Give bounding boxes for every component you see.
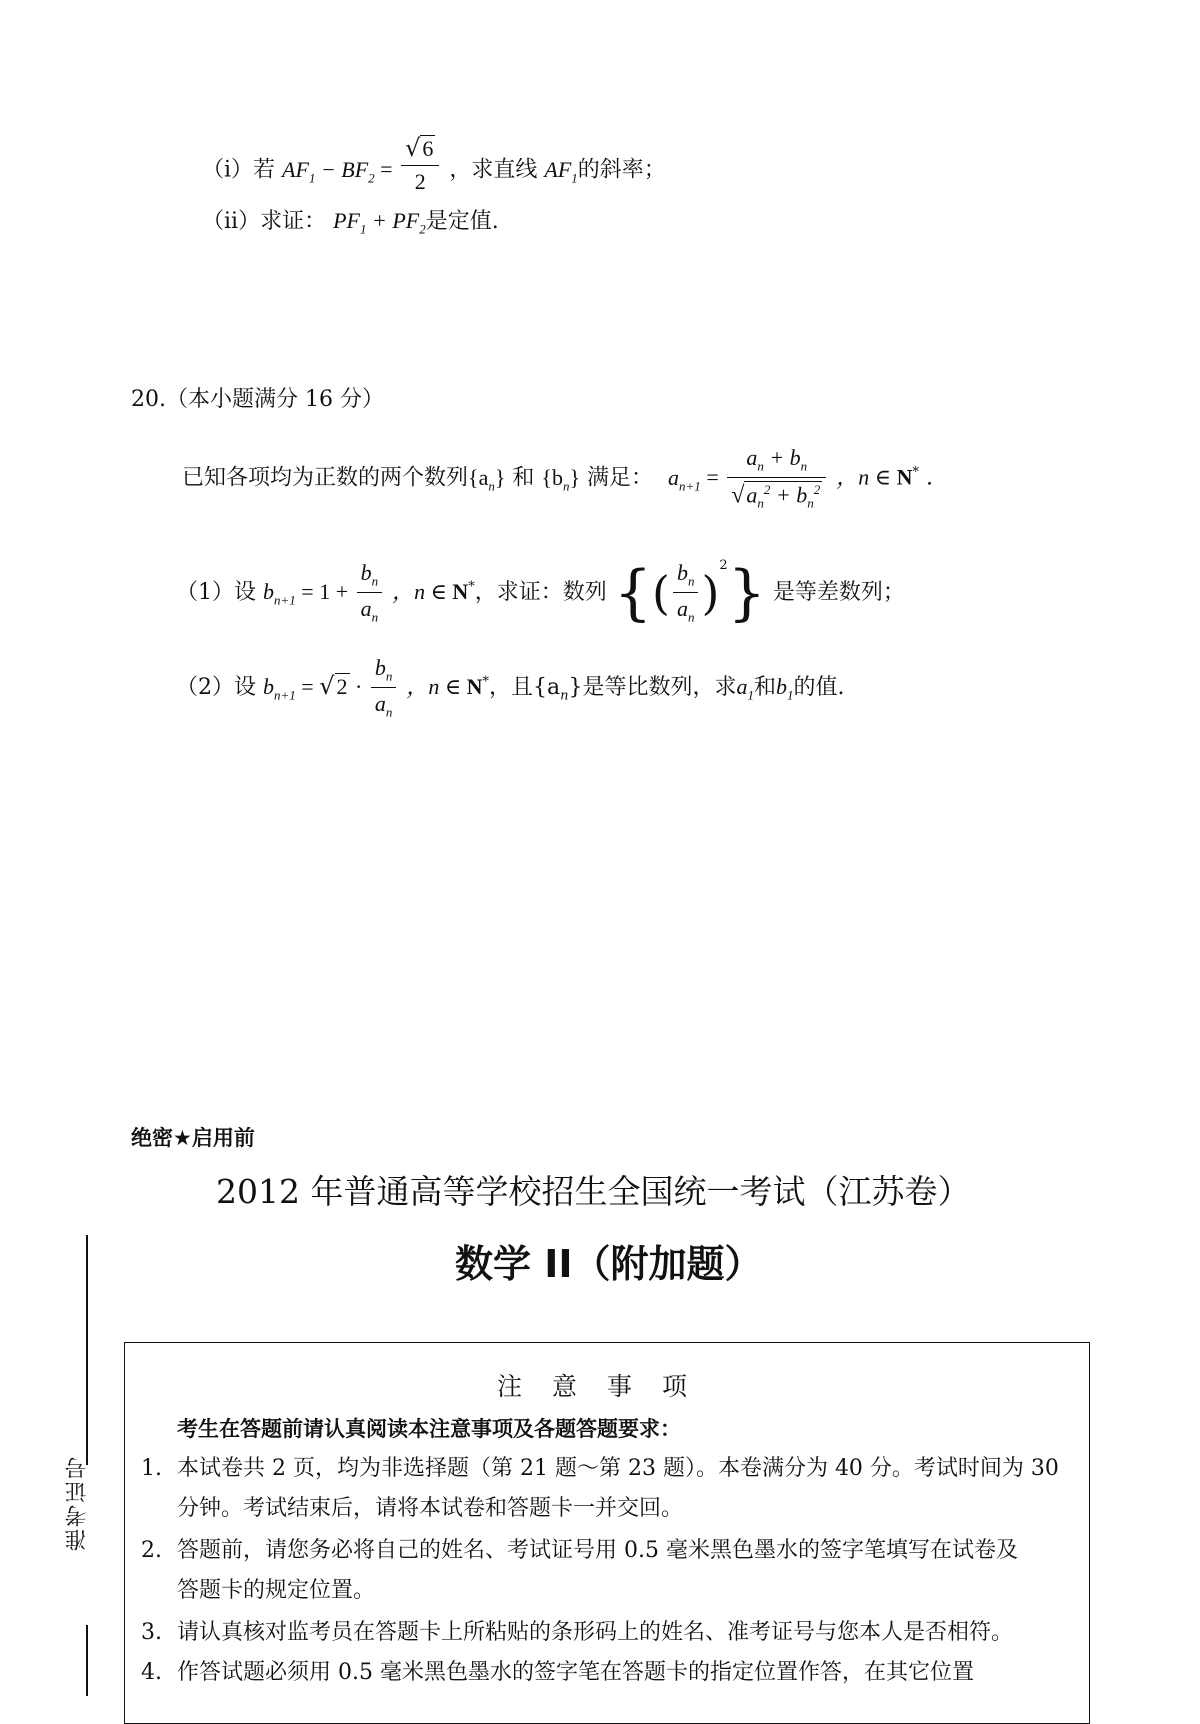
q19-part-i-label: （i）若: [202, 157, 276, 183]
seq-b: {b: [541, 464, 563, 490]
a: a: [374, 691, 386, 717]
notice-intro: 考生在答题前请认真阅读本注意事项及各题答题要求：: [177, 1417, 681, 1441]
brace-close: }: [568, 674, 583, 700]
q20-part-2: （2）设 $b_{n+1} = √2$ · $\frac{b_n}{a_n}$ ，n ∈ N*，且$\{a_n\}$是等比数列，求$a_1$和$b_1$的值.: [176, 655, 845, 720]
b: b: [374, 655, 386, 680]
equals: =: [374, 156, 399, 182]
sub: n: [807, 496, 814, 512]
sub: n+1: [274, 687, 296, 703]
b: b: [360, 560, 372, 585]
period: .: [918, 465, 933, 491]
fraction: [357, 560, 383, 626]
q20-stem-text: 已知各项均为正数的两个数列: [182, 465, 469, 491]
a: a: [360, 596, 372, 622]
sub: 1: [308, 169, 316, 185]
n-in: ，n ∈: [836, 464, 897, 490]
sqrt-2: 2: [336, 673, 348, 699]
notice-item: [141, 1653, 1071, 1693]
bf-term: − BF: [315, 156, 369, 182]
fraction-den: [357, 593, 383, 625]
a-n1: a: [668, 464, 680, 490]
plus-b: + b: [770, 482, 808, 508]
af1: AF: [544, 156, 572, 182]
sub: 1: [571, 169, 578, 185]
fraction-den: [371, 688, 397, 720]
pf2: + PF: [366, 208, 420, 233]
dot: ·: [349, 673, 368, 699]
prove: ，求证：数列: [474, 579, 607, 605]
exam-title: 2012 年普通高等学校招生全国统一考试（江苏卷）: [216, 1172, 971, 1211]
satisfy: 满足：: [580, 465, 654, 491]
sub: n: [385, 704, 393, 720]
q20-part1-label: （1）设: [176, 579, 256, 605]
fraction-num: [371, 655, 397, 688]
fraction-den: 2: [414, 169, 426, 194]
q20-part2-label: （2）设: [176, 674, 256, 700]
left-paren: (: [652, 565, 670, 620]
sub: n: [488, 477, 495, 493]
notice-box: [124, 1342, 1090, 1724]
q19-part-i: [202, 134, 666, 201]
q20-part2-end: 的值.: [793, 674, 845, 700]
naturals: N: [452, 578, 469, 604]
ratio-fraction: [673, 560, 699, 626]
a: a: [676, 596, 688, 622]
and-word: 和: [754, 674, 777, 700]
notice-title: 注意事项: [496, 1372, 717, 1401]
and-seq-a: ，且{a: [489, 674, 561, 700]
plus-b: + b: [763, 445, 801, 470]
item-text-cont: 分钟。考试结束后，请将本试卷和答题卡一并交回。: [177, 1496, 684, 1521]
a: a: [746, 482, 758, 508]
sup: 2: [763, 482, 771, 498]
fraction: [371, 655, 397, 721]
sub: 1: [359, 221, 367, 237]
fraction-den: [673, 593, 699, 625]
secret-label: 绝密★启用前: [131, 1126, 255, 1150]
item-number: 1.: [141, 1456, 162, 1481]
recursion-fraction: [727, 445, 826, 512]
notice-item: [141, 1449, 1071, 1529]
fraction-den: $√a_n^2 + b_n^2$: [731, 482, 821, 512]
notice-item: [141, 1531, 1071, 1611]
sub: n: [371, 609, 379, 625]
q20-part1-end: 是等差数列；: [772, 579, 905, 605]
sub: n: [371, 573, 379, 589]
subject-title: 数学 II（附加题）: [455, 1242, 763, 1286]
fraction-num: [727, 445, 826, 478]
a: a: [746, 445, 758, 470]
side-binding-line: [86, 1625, 88, 1696]
b: b: [676, 560, 688, 585]
star: *: [912, 465, 919, 481]
square: 2: [719, 557, 728, 573]
q19-part-ii: [202, 204, 499, 237]
brace-close: }: [569, 464, 581, 490]
sub: n: [687, 609, 695, 625]
item-text: 答题前，请您务必将自己的姓名、考试证号用 0.5 毫米黑色墨水的签字笔填写在试卷及: [177, 1538, 1018, 1563]
sub: n: [757, 458, 764, 474]
and: 和: [505, 465, 542, 491]
sub: n: [800, 458, 808, 474]
af-term: AF: [282, 156, 309, 182]
seq-a: {a: [468, 464, 489, 490]
b: b: [263, 578, 274, 604]
q19-part-i-tail: ，求直线: [449, 157, 538, 183]
side-binding-line: [86, 1235, 88, 1465]
sub: n+1: [274, 592, 296, 608]
sqrt-6: 6: [422, 136, 434, 161]
sub: 1: [787, 687, 794, 703]
equals: =: [295, 673, 320, 699]
star: *: [482, 674, 490, 690]
equals-one-plus: = 1 +: [295, 578, 354, 604]
q20-stem: [182, 445, 933, 512]
sub: n: [562, 477, 570, 493]
right-brace: }: [727, 557, 766, 628]
item-text: 请认真核对监考员在答题卡上所粘贴的条形码上的姓名、准考证号与您本人是否相符。: [177, 1620, 1014, 1645]
sub: 1: [747, 687, 755, 703]
q20-part-1: [176, 557, 905, 628]
item-text: 本试卷共 2 页，均为非选择题（第 21 题～第 23 题）。本卷满分为 40 分。考试时间为 30: [177, 1456, 1059, 1481]
brace-close: }: [494, 464, 506, 490]
sub: 2: [419, 221, 426, 237]
n-in: ，n ∈: [406, 673, 467, 699]
fraction: [401, 134, 439, 195]
fraction-num: √6: [401, 134, 439, 166]
q19-part-i-end: 的斜率；: [577, 157, 666, 183]
fraction-num: [357, 560, 383, 593]
side-label: 准考证号: [65, 1455, 90, 1551]
q20-header: 20.（本小题满分 16 分）: [131, 387, 384, 412]
q19-part-ii-label: （ii）求证：: [202, 209, 327, 234]
item-text-cont: 答题卡的规定位置。: [177, 1578, 376, 1603]
item-number: 2.: [141, 1538, 162, 1563]
naturals: N: [896, 464, 913, 490]
geometric: 是等比数列，求: [582, 674, 737, 700]
star: *: [468, 579, 475, 595]
item-number: 4.: [141, 1660, 162, 1685]
pf1: PF: [333, 208, 360, 233]
a1: a: [736, 673, 748, 699]
sub: n: [560, 688, 569, 704]
right-paren: ): [701, 565, 720, 620]
equals: =: [700, 464, 725, 490]
sub: n: [385, 668, 393, 684]
b: b: [263, 673, 274, 699]
b1: b: [776, 673, 788, 699]
notice-item: [141, 1613, 1071, 1653]
n-in: ，n ∈: [392, 578, 453, 604]
sub: n+1: [679, 477, 701, 493]
sub: 2: [368, 169, 375, 185]
fraction-num: [673, 560, 699, 593]
sub: n: [687, 573, 695, 589]
q19-part-ii-end: 是定值.: [425, 209, 499, 234]
sub: n: [757, 496, 764, 512]
item-number: 3.: [141, 1620, 162, 1645]
naturals: N: [466, 673, 483, 699]
left-brace: {: [613, 557, 652, 628]
item-text: 作答试题必须用 0.5 毫米黑色墨水的签字笔在答题卡的指定位置作答，在其它位置: [177, 1660, 974, 1685]
sup: 2: [813, 482, 821, 498]
